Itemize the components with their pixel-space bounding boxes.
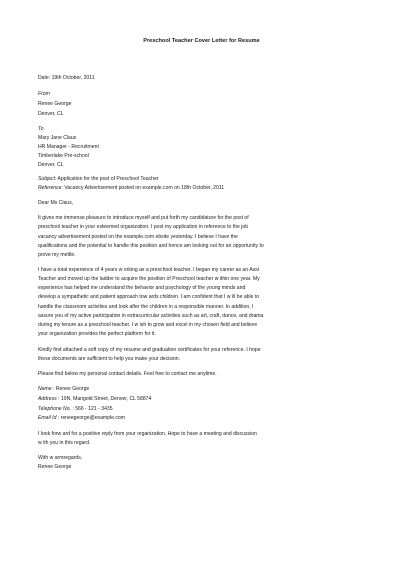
reference-line: [38, 185, 367, 191]
paragraph-line: prove my mettle.: [38, 252, 76, 258]
paragraph-line: assure you of my active participation in extracurricular activities such as art, craft, dance, and drama: [38, 313, 264, 319]
paragraph-line: Kindly find attached a soft copy of my resume and graduation certificates for your reference. I hope: [38, 347, 261, 353]
sender-name: Renee George: [38, 101, 72, 107]
paragraph-line: during my tenure as a preschool teacher. I w ish to grow and excel in my chosen field and believe: [38, 322, 258, 328]
contact-name: [38, 386, 367, 392]
signoff: With w armregards,: [38, 455, 83, 461]
contact-name-label: Name: [38, 386, 52, 392]
contact-phone: [38, 406, 367, 412]
paragraph-line: Teacher and moved up the ladder to acquire the position of Preschool teacher w ithin one year. My: [38, 276, 260, 282]
paragraph-line: I look forw ard for a positive reply from your organization. Hope to have a meeting and discussion: [38, 431, 257, 437]
letter-date: Date: 19th October, 2011: [38, 75, 95, 81]
contact-name-value: : Renee George: [51, 386, 90, 392]
paragraph-line: I have a total experience of 4 years w orking as a preschool teacher. I began my career as an Asst: [38, 267, 260, 273]
contact-email-value: : reneegeorge@example.com: [56, 415, 126, 421]
document-title: Preschool Teacher Cover Letter for Resume: [143, 38, 260, 44]
reference-text: Vacancy Advertisement posted on example.com on 18th October, 2011: [62, 185, 225, 191]
contact-email-label: Email Id: [38, 415, 57, 421]
from-label: From: [38, 91, 50, 97]
paragraph-line: develop a sympathetic and patient approach tow ards children. I am confident that I w ill be able to: [38, 294, 260, 300]
sender-city: Denver, CL: [38, 111, 64, 117]
subject-line: [38, 176, 367, 182]
contact-phone-label: Telephone No.: [38, 406, 71, 412]
contact-intro: Please find below my personal contact details. Feel free to contact me anytime.: [38, 371, 217, 377]
paragraph-line: qualifications and the potential to handle this position and hence am looking out for an opportunity to: [38, 243, 264, 249]
subject-text: Application for the post of Preschool Teacher: [56, 176, 159, 182]
paragraph-line: experience has helped me understand the behavior and psychology of the young minds and: [38, 285, 246, 291]
paragraph-line: It gives me immense pleasure to introduce myself and put forth my candidature for the post of: [38, 215, 249, 221]
recipient-organization: Timberlake Pre-school: [38, 153, 89, 159]
recipient-position: HR Manager - Recruitment: [38, 144, 99, 150]
recipient-city: Denver, CL: [38, 162, 64, 168]
reference-label: Reference:: [38, 185, 63, 191]
paragraph-line: these documents are sufficient to help you make your decision.: [38, 356, 181, 362]
paragraph-line: handle the classroom activities and look after the children in a responsible manner. In addition, I: [38, 304, 254, 310]
contact-address: [38, 396, 367, 402]
signature-name: Renee George: [38, 464, 72, 470]
contact-email: [38, 415, 367, 421]
contact-address-label: Address: [38, 396, 57, 402]
contact-address-value: : 19N, Marigold Street, Denver, CL 58874: [56, 396, 152, 402]
paragraph-line: vacancy advertisement posted on the example.com ebsite yesterday. I believe I have the: [38, 234, 238, 240]
to-label: To: [38, 126, 44, 132]
contact-phone-value: : 566 - 121 - 3435: [70, 406, 113, 412]
paragraph-line: preschool teacher in your esteemed organization. I post my application in reference to the job: [38, 224, 249, 230]
recipient-name: Mary Jane Claus: [38, 135, 77, 141]
salutation: Dear Ms Claus,: [38, 200, 74, 206]
paragraph-line: w ith you in this regard.: [38, 440, 91, 446]
paragraph-line: your organization provides the perfect platform for it.: [38, 331, 156, 337]
subject-label: Subject:: [38, 176, 57, 182]
